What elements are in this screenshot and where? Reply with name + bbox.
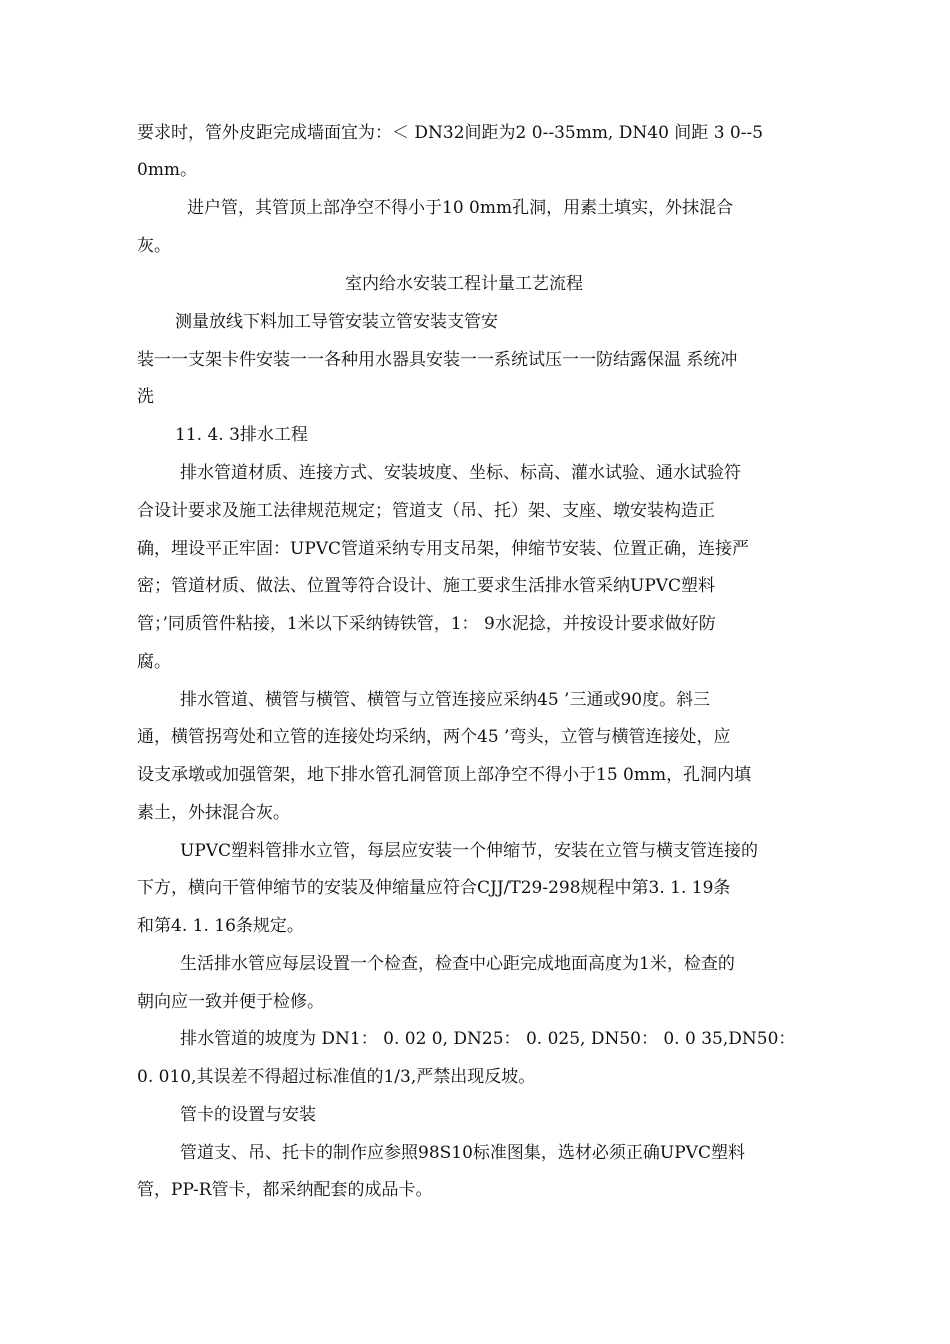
section-heading: 室内给水安装工程计量工艺流程 [345, 274, 583, 294]
text-line: 装一一支架卡件安装一一各种用水器具安装一一系统试压一一防结露保温 系统冲 [137, 350, 738, 370]
text-line: 素土，外抹混合灰。 [137, 803, 290, 823]
text-line: 0mm。 [137, 160, 198, 180]
subsection-heading: 管卡的设置与安装 [180, 1105, 316, 1125]
text-line: 进户管，其管顶上部净空不得小于10 0mm孔洞，用素土填实，外抹混合 [187, 198, 734, 218]
text-line: 洗 [137, 387, 154, 407]
text-line: 通，横管拐弯处和立管的连接处均采纳，两个45 ’弯头，立管与横管连接处，应 [137, 727, 731, 747]
text-line: 腐。 [137, 652, 171, 672]
text-line: 朝向应一致并便于检修。 [137, 992, 324, 1012]
subsection-heading: 11. 4. 3排水工程 [175, 425, 308, 445]
text-line: 0. 010,其误差不得超过标准值的1/3,严禁出现反坡。 [137, 1067, 536, 1087]
text-line: 测量放线下料加工导管安装立管安装支管安 [175, 312, 498, 332]
text-line: 要求时，管外皮距完成墙面宜为：＜ DN32间距为2 0--35mm, DN40 间距 3 0--5 [137, 123, 764, 143]
text-line: 排水管道材质、连接方式、安装坡度、坐标、标高、灌水试验、通水试验符 [180, 463, 741, 483]
text-line: 生活排水管应每层设置一个检查，检查中心距完成地面高度为1米，检查的 [180, 954, 735, 974]
text-line: 确，埋设平正牢固：UPVC管道采纳专用支吊架，伸缩节安装、位置正确，连接严 [137, 539, 750, 559]
text-line: 管道支、吊、托卡的制作应参照98S10标准图集，选材必须正确UPVC塑料 [180, 1143, 745, 1163]
text-line: UPVC塑料管排水立管，每层应安装一个伸缩节，安装在立管与横支管连接的 [180, 841, 759, 861]
text-line: 排水管道的坡度为 DN1： 0. 02 0, DN25： 0. 025, DN50： 0. 0 35,DN50： [180, 1029, 796, 1049]
text-line: 灰。 [137, 236, 171, 256]
text-line: 和第4. 1. 16条规定。 [137, 916, 304, 936]
text-line: 管；’同质管件粘接，1米以下采纳铸铁管，1： 9水泥捻，并按设计要求做好防 [137, 614, 716, 634]
text-line: 下方，横向干管伸缩节的安装及伸缩量应符合CJJ/T29-298规程中第3. 1. 19条 [137, 878, 731, 898]
text-line: 设支承墩或加强管架，地下排水管孔洞管顶上部净空不得小于15 0mm，孔洞内填 [137, 765, 752, 785]
text-line: 密；管道材质、做法、位置等符合设计、施工要求生活排水管采纳UPVC塑料 [137, 576, 716, 596]
text-line: 管，PP-R管卡，都采纳配套的成品卡。 [137, 1180, 433, 1200]
text-line: 排水管道、横管与横管、横管与立管连接应采纳45 ’三通或90度。斜三 [180, 690, 711, 710]
text-line: 合设计要求及施工法律规范规定；管道支（吊、托）架、支座、墩安装构造正 [137, 501, 715, 521]
